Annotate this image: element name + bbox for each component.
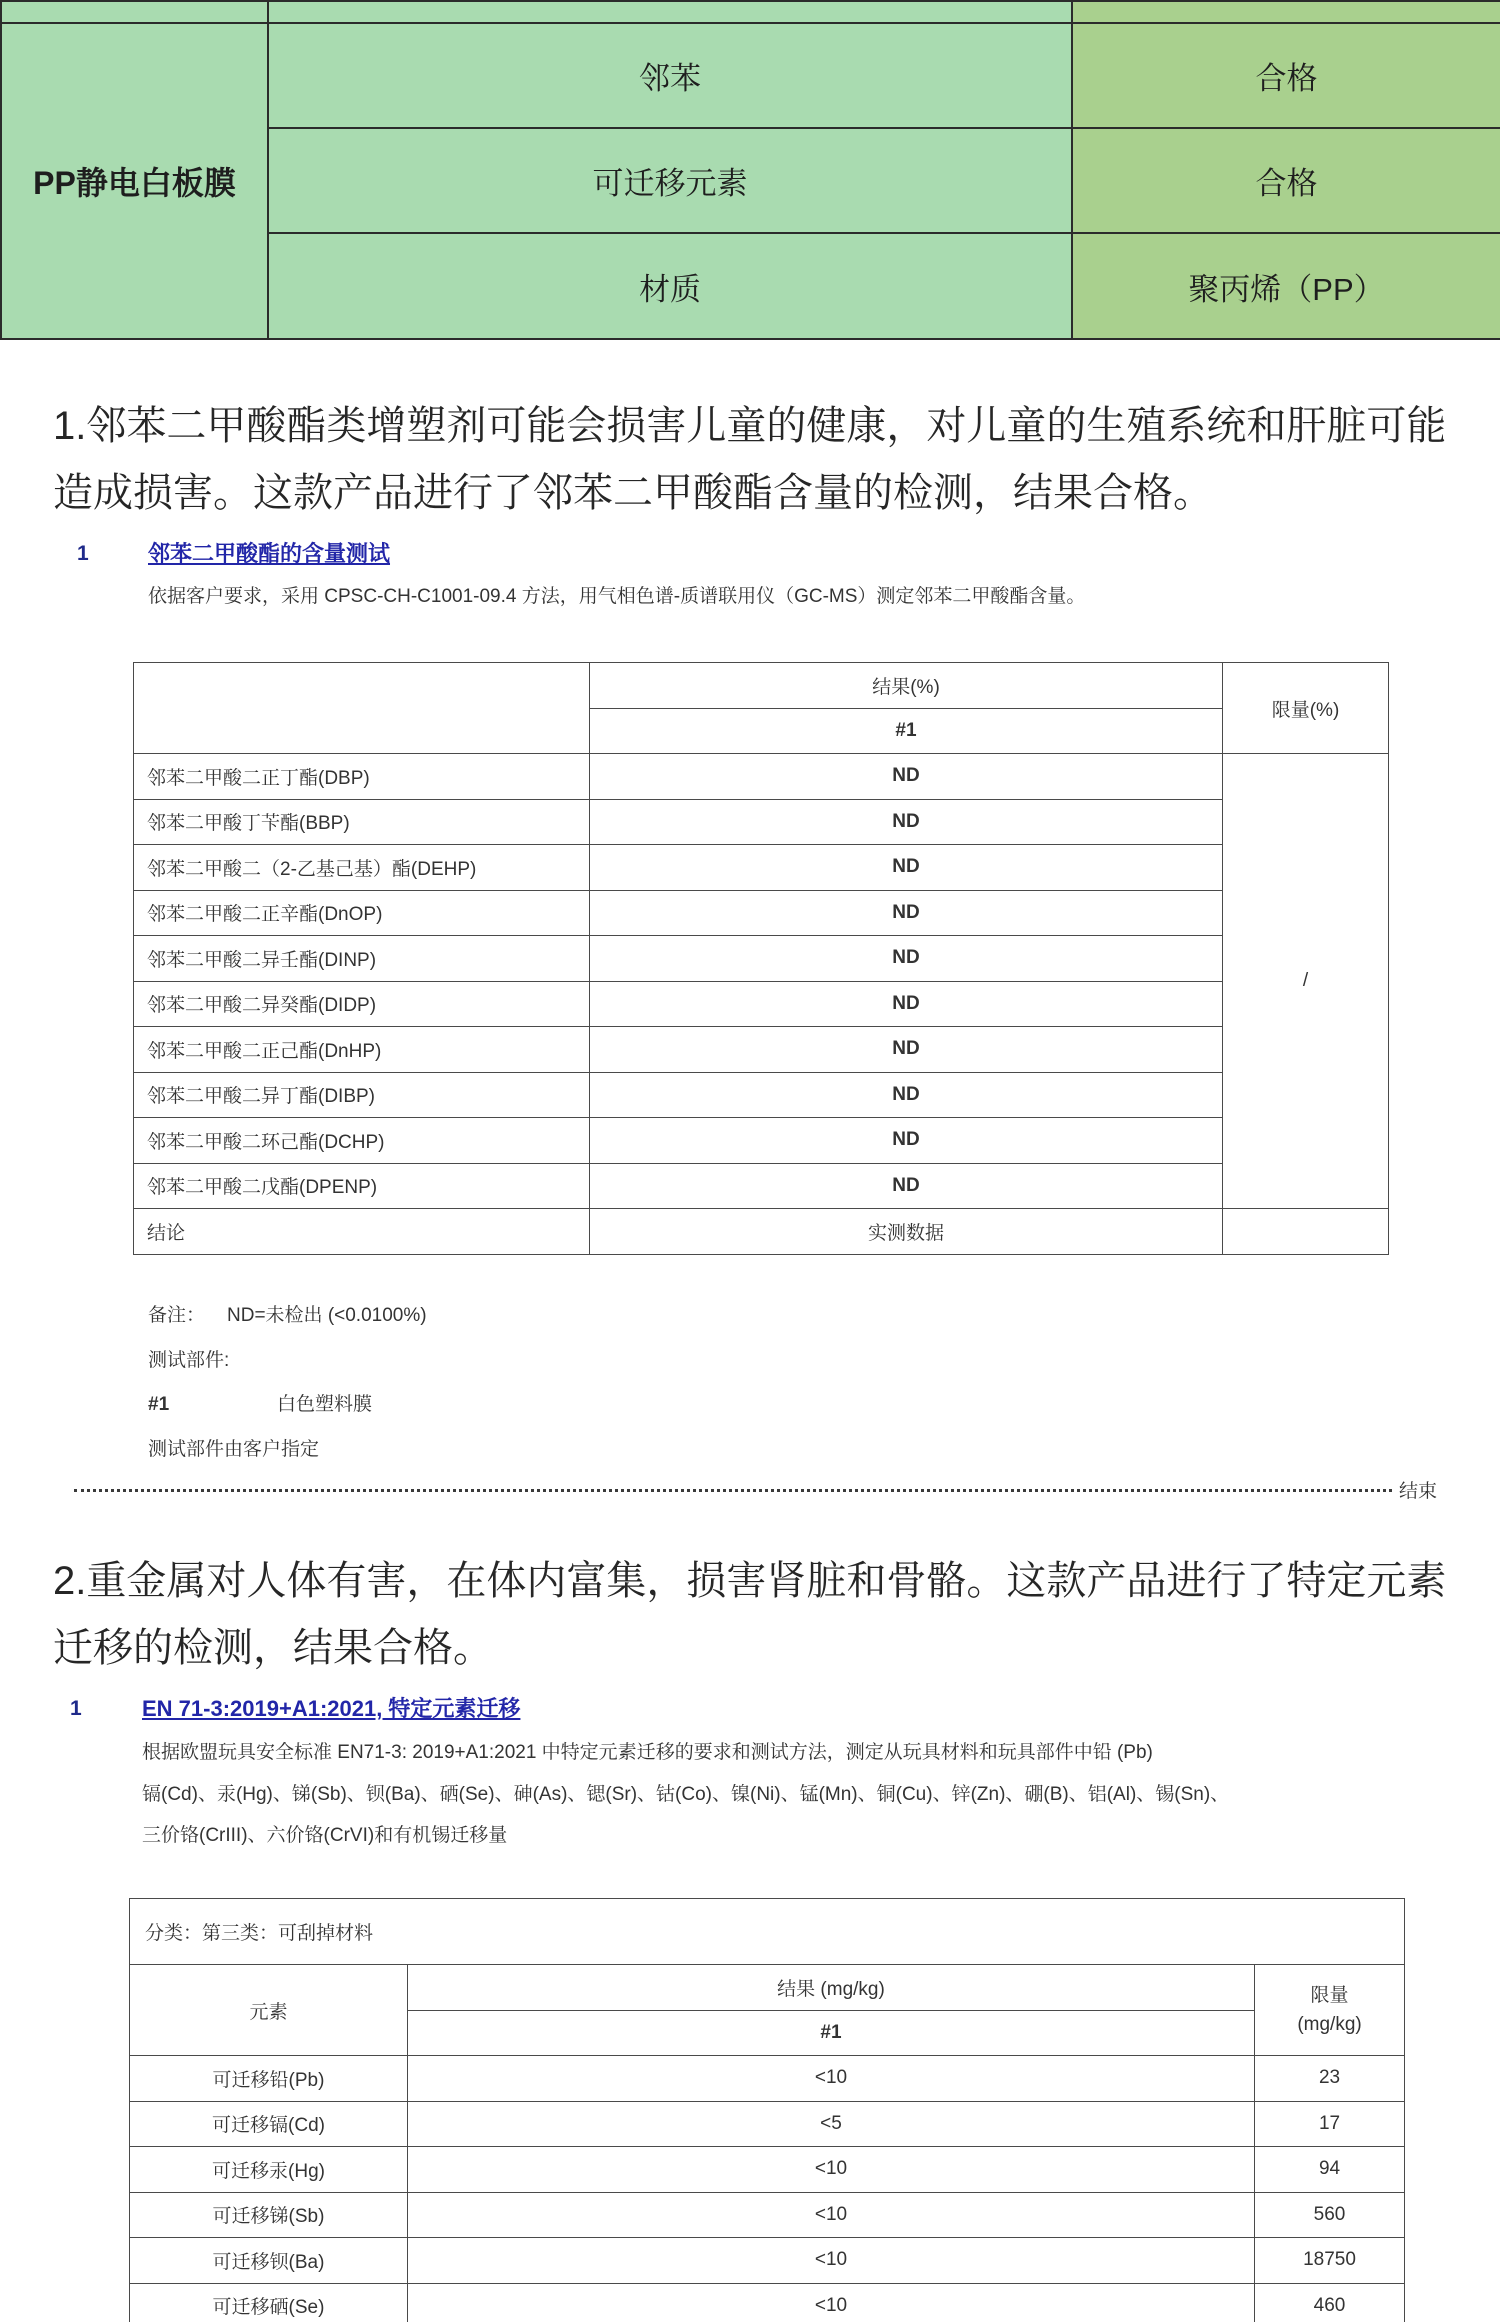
table-row: [134, 754, 1389, 800]
result-cell: <10: [408, 2283, 1255, 2322]
element-cell: 可迁移汞(Hg): [130, 2147, 408, 2193]
report-title-link[interactable]: 邻苯二甲酸酯的含量测试: [148, 541, 391, 566]
result-cell: ND: [590, 936, 1223, 982]
summary-item-cell: 邻苯: [268, 23, 1072, 128]
heading-line: 2.重金属对人体有害，在体内富集，损害肾脏和骨骼。这款产品进行了特定元素: [53, 1559, 1447, 1603]
summary-row: [1, 23, 1500, 128]
report-description: [142, 1732, 1229, 1857]
substance-name-cell: 邻苯二甲酸二正丁酯(DBP): [134, 754, 590, 800]
conclusion-row: [134, 1209, 1389, 1255]
table-header-result: 结果 (mg/kg): [408, 1965, 1255, 2011]
limit-cell: 17: [1255, 2101, 1405, 2147]
conclusion-limit-blank: [1223, 1209, 1389, 1255]
result-cell: ND: [590, 845, 1223, 891]
summary-table: [0, 0, 1500, 340]
result-cell: ND: [590, 1027, 1223, 1073]
limit-cell: 94: [1255, 2147, 1405, 2193]
table-row: [134, 1072, 1389, 1118]
result-cell: ND: [590, 754, 1223, 800]
description-line: 三价铬(CrIII)、六价铬(CrVI)和有机锡迁移量: [142, 1825, 508, 1846]
table-row: [134, 936, 1389, 982]
element-cell: 可迁移钡(Ba): [130, 2238, 408, 2284]
table-row: [134, 1118, 1389, 1164]
table-header-element: 元素: [130, 1965, 408, 2056]
test-part-id: #1: [148, 1394, 170, 1415]
table-row: [130, 2283, 1405, 2322]
report-description: 依据客户要求，采用 CPSC-CH-C1001-09.4 方法，用气相色谱-质谱联用仪（GC-MS）测定邻苯二甲酸酯含量。: [148, 586, 1086, 607]
limit-header-label: 限量: [1310, 1985, 1349, 2006]
table-row: [130, 2238, 1405, 2284]
result-cell: <5: [408, 2101, 1255, 2147]
limit-cell: 23: [1255, 2056, 1405, 2102]
table-header-sample: #1: [590, 709, 1223, 754]
result-cell: ND: [590, 890, 1223, 936]
limit-cell: 460: [1255, 2283, 1405, 2322]
table-row: [134, 799, 1389, 845]
table-header-limit: [1255, 1965, 1405, 2056]
summary-item-cell: 材质: [268, 233, 1072, 339]
conclusion-value: 实测数据: [590, 1209, 1223, 1255]
test-parts-label: 测试部件:: [148, 1350, 230, 1371]
substance-name-cell: 邻苯二甲酸二正辛酯(DnOP): [134, 890, 590, 936]
heading-line: 迁移的检测，结果合格。: [53, 1626, 493, 1670]
result-cell: <10: [408, 2056, 1255, 2102]
table-row: [130, 2101, 1405, 2147]
element-cell: 可迁移锑(Sb): [130, 2192, 408, 2238]
summary-result-cell: 合格: [1072, 23, 1500, 128]
substance-name-cell: 邻苯二甲酸丁苄酯(BBP): [134, 799, 590, 845]
test-part-name: 白色塑料膜: [277, 1394, 373, 1415]
table-header-row: [134, 663, 1389, 709]
table-row: [130, 2192, 1405, 2238]
substance-name-cell: 邻苯二甲酸二异壬酯(DINP): [134, 936, 590, 982]
report-item-number: 1: [77, 542, 89, 565]
substance-name-cell: 邻苯二甲酸二环己酯(DCHP): [134, 1118, 590, 1164]
substance-name-cell: 邻苯二甲酸二戊酯(DPENP): [134, 1163, 590, 1209]
summary-top-strip-row: [1, 1, 1500, 23]
conclusion-label: 结论: [134, 1209, 590, 1255]
table-row: [134, 1163, 1389, 1209]
result-cell: <10: [408, 2238, 1255, 2284]
element-migration-table: [129, 1898, 1405, 2322]
table-row: [134, 845, 1389, 891]
result-cell: <10: [408, 2192, 1255, 2238]
table-header-result: 结果(%): [590, 663, 1223, 709]
result-cell: ND: [590, 1072, 1223, 1118]
table-row: [134, 1027, 1389, 1073]
category-cell: 分类：第三类：可刮掉材料: [130, 1899, 1405, 1965]
table-header-blank: [134, 663, 590, 754]
summary-item-cell: 可迁移元素: [268, 128, 1072, 233]
summary-strip-cell: [1, 1, 268, 23]
table-header-row: [130, 1965, 1405, 2011]
heading-line: 造成损害。这款产品进行了邻苯二甲酸酯含量的检测，结果合格。: [53, 471, 1213, 515]
end-divider: [74, 1489, 1392, 1492]
table-row: [134, 890, 1389, 936]
remark-label: 备注：: [148, 1305, 206, 1326]
report-item-number: 1: [70, 1697, 82, 1720]
category-row: [130, 1899, 1405, 1965]
summary-result-cell: 合格: [1072, 128, 1500, 233]
limit-cell: 18750: [1255, 2238, 1405, 2284]
end-marker: 结束: [1399, 1481, 1438, 1502]
summary-product-cell: PP静电白板膜: [1, 23, 268, 339]
report-title-link[interactable]: EN 71-3:2019+A1:2021, 特定元素迁移: [142, 1696, 521, 1721]
substance-name-cell: 邻苯二甲酸二（2-乙基己基）酯(DEHP): [134, 845, 590, 891]
substance-name-cell: 邻苯二甲酸二异丁酯(DIBP): [134, 1072, 590, 1118]
summary-strip-cell: [268, 1, 1072, 23]
table-row: [130, 2056, 1405, 2102]
remark-text: ND=未检出 (<0.0100%): [227, 1305, 427, 1326]
summary-strip-cell: [1072, 1, 1500, 23]
heavy-metal-heading: [53, 1548, 1446, 1682]
result-cell: <10: [408, 2147, 1255, 2193]
element-cell: 可迁移铅(Pb): [130, 2056, 408, 2102]
substance-name-cell: 邻苯二甲酸二正己酯(DnHP): [134, 1027, 590, 1073]
result-cell: ND: [590, 981, 1223, 1027]
result-cell: ND: [590, 799, 1223, 845]
table-row: [130, 2147, 1405, 2193]
table-header-limit: 限量(%): [1223, 663, 1389, 754]
phthalate-table: [133, 662, 1389, 1255]
result-cell: ND: [590, 1163, 1223, 1209]
table-row: [134, 981, 1389, 1027]
substance-name-cell: 邻苯二甲酸二异癸酯(DIDP): [134, 981, 590, 1027]
element-cell: 可迁移镉(Cd): [130, 2101, 408, 2147]
heading-line: 1.邻苯二甲酸酯类增塑剂可能会损害儿童的健康，对儿童的生殖系统和肝脏可能: [53, 404, 1447, 448]
summary-result-cell: 聚丙烯（PP）: [1072, 233, 1500, 339]
limit-cell: /: [1223, 754, 1389, 1209]
limit-header-unit: (mg/kg): [1297, 2014, 1362, 2035]
limit-cell: 560: [1255, 2192, 1405, 2238]
phthalate-heading: [53, 393, 1446, 527]
result-cell: ND: [590, 1118, 1223, 1164]
element-cell: 可迁移硒(Se): [130, 2283, 408, 2322]
description-line: 镉(Cd)、汞(Hg)、锑(Sb)、钡(Ba)、硒(Se)、砷(As)、锶(Sr)、钴(Co)、镍(Ni)、锰(Mn)、铜(Cu)、锌(Zn)、硼(B)、铝(Al)、锡(Sn)、: [142, 1783, 1230, 1805]
table-header-sample: #1: [408, 2011, 1255, 2056]
description-line: 根据欧盟玩具安全标准 EN71-3: 2019+A1:2021 中特定元素迁移的要求和测试方法，测定从玩具材料和玩具部件中铅 (Pb): [142, 1742, 1153, 1763]
test-parts-note: 测试部件由客户指定: [148, 1439, 320, 1460]
